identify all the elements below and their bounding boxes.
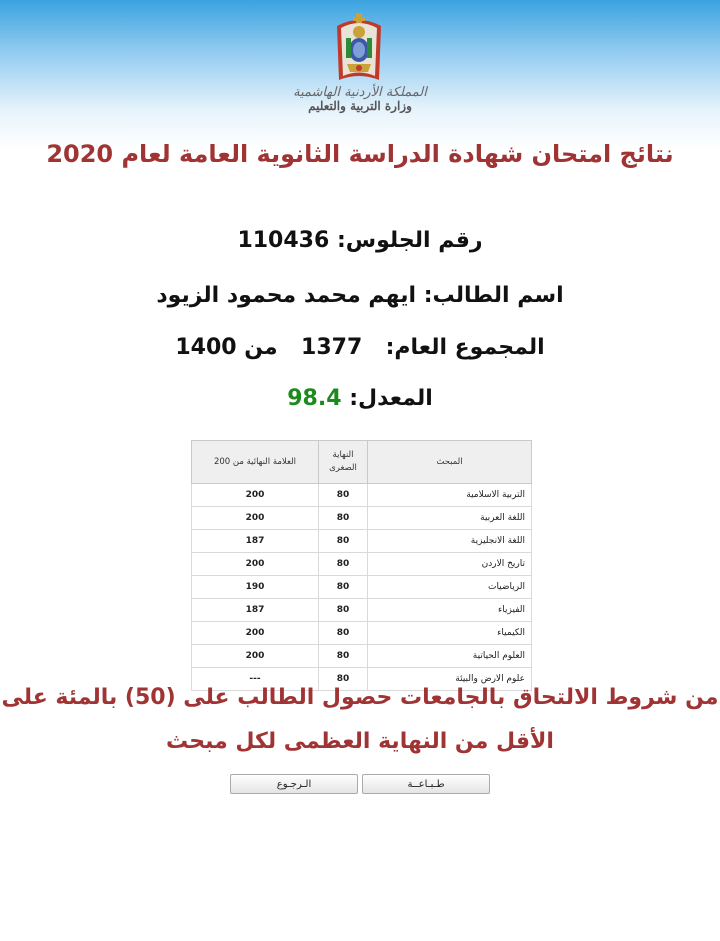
table-row bbox=[192, 576, 532, 599]
total-score-row bbox=[0, 335, 720, 360]
score-cell: 190 bbox=[192, 576, 319, 599]
subject-cell: اللغة الانجليزية bbox=[368, 530, 532, 553]
minimum-header-line2: الصغرى bbox=[329, 463, 357, 473]
seat-number-value: 110436 bbox=[237, 228, 330, 253]
score-cell: 187 bbox=[192, 530, 319, 553]
score-cell: 200 bbox=[192, 484, 319, 507]
average-value: 98.4 bbox=[287, 386, 342, 411]
table-row bbox=[192, 599, 532, 622]
total-score-value: 1377 bbox=[301, 335, 363, 360]
ministry-name: وزارة التربية والتعليم bbox=[308, 98, 412, 113]
student-name-value: ايهم محمد محمود الزيود bbox=[156, 283, 417, 308]
admission-note-line1: من شروط الالتحاق بالجامعات حصول الطالب على (50) بالمئة على bbox=[1, 685, 719, 710]
average-row bbox=[0, 386, 720, 411]
minimum-cell: 80 bbox=[319, 530, 368, 553]
subject-cell: الكيمياء bbox=[368, 622, 532, 645]
average-label: المعدل: bbox=[349, 386, 433, 411]
total-max-value: 1400 bbox=[175, 335, 237, 360]
minimum-cell: 80 bbox=[319, 576, 368, 599]
score-cell: 187 bbox=[192, 599, 319, 622]
score-cell: 200 bbox=[192, 553, 319, 576]
table-row bbox=[192, 622, 532, 645]
score-cell: --- bbox=[192, 668, 319, 691]
page-title: نتائج امتحان شهادة الدراسة الثانوية العامة لعام 2020 bbox=[46, 140, 674, 168]
seat-number-label: رقم الجلوس: bbox=[336, 228, 483, 253]
subject-cell: التربية الاسلامية bbox=[368, 484, 532, 507]
seat-number-row bbox=[0, 228, 720, 253]
print-button[interactable]: طـبـاعــة bbox=[362, 774, 490, 794]
subject-cell: اللغة العربية bbox=[368, 507, 532, 530]
total-of-word: من bbox=[244, 335, 278, 360]
ministry-logo-text bbox=[280, 86, 440, 112]
subject-cell: علوم الارض والبيئة bbox=[368, 668, 532, 691]
admission-note-line2: الأقل من النهاية العظمى لكل مبحث bbox=[166, 729, 554, 754]
table-row bbox=[192, 530, 532, 553]
total-score-label: المجموع العام: bbox=[385, 335, 545, 360]
kingdom-name: المملكة الأردنية الهاشمية bbox=[293, 85, 427, 100]
table-row bbox=[192, 484, 532, 507]
final-score-header: العلامة النهائية من 200 bbox=[192, 441, 319, 484]
score-cell: 200 bbox=[192, 645, 319, 668]
table-header-row bbox=[192, 441, 532, 484]
subject-cell: العلوم الحياتية bbox=[368, 645, 532, 668]
subject-cell: تاريخ الاردن bbox=[368, 553, 532, 576]
minimum-cell: 80 bbox=[319, 599, 368, 622]
table-row bbox=[192, 507, 532, 530]
student-name-row bbox=[0, 283, 720, 308]
minimum-cell: 80 bbox=[319, 622, 368, 645]
table-row bbox=[192, 553, 532, 576]
minimum-cell: 80 bbox=[319, 507, 368, 530]
student-name-label: اسم الطالب: bbox=[423, 283, 564, 308]
minimum-header-line1: النهاية bbox=[332, 450, 354, 461]
admission-note bbox=[0, 676, 720, 764]
subject-cell: الفيزياء bbox=[368, 599, 532, 622]
score-cell: 200 bbox=[192, 622, 319, 645]
minimum-cell: 80 bbox=[319, 484, 368, 507]
minimum-cell: 80 bbox=[319, 553, 368, 576]
minimum-cell: 80 bbox=[319, 645, 368, 668]
results-table bbox=[191, 440, 532, 691]
table-row bbox=[192, 645, 532, 668]
minimum-cell: 80 bbox=[319, 668, 368, 691]
subject-cell: الرياضيات bbox=[368, 576, 532, 599]
score-cell: 200 bbox=[192, 507, 319, 530]
back-button[interactable]: الـرجـوع bbox=[230, 774, 358, 794]
coat-of-arms-icon bbox=[332, 12, 386, 86]
subject-header: المبحث bbox=[368, 441, 532, 484]
minimum-header bbox=[319, 441, 368, 484]
